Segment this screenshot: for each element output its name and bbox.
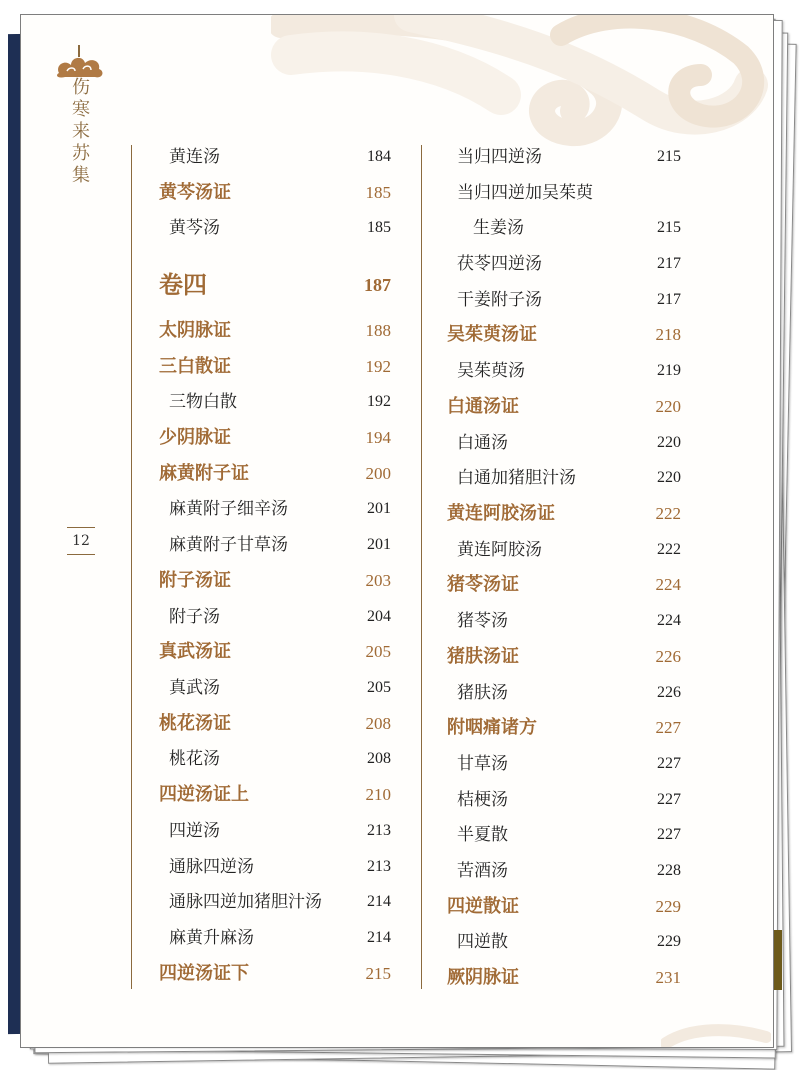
toc-entry-title: 猪肤汤证 [447, 646, 519, 667]
toc-heading-entry[interactable] [159, 780, 391, 810]
toc-entry-page: 226 [657, 684, 681, 701]
toc-heading-entry[interactable] [447, 392, 681, 422]
toc-entry-page: 224 [655, 575, 681, 594]
toc-entry-page: 227 [657, 826, 681, 843]
toc-entry-page: 227 [655, 718, 681, 737]
toc-entry[interactable] [447, 285, 681, 315]
toc-entry-page: 219 [657, 362, 681, 379]
toc-entry[interactable] [447, 606, 681, 636]
toc-entry-page: 213 [367, 858, 391, 875]
toc-entry-title: 白通汤 [457, 433, 508, 453]
toc-entry-page: 205 [367, 679, 391, 696]
toc-entry-page: 184 [367, 148, 391, 165]
toc-entry-page: 215 [657, 148, 681, 165]
toc-entry-title: 猪苓汤 [457, 611, 508, 631]
toc-entry-title: 白通加猪胆汁汤 [457, 468, 576, 488]
toc-entry-page: 200 [365, 464, 391, 483]
toc-entry-page: 222 [655, 504, 681, 523]
toc-entry-title: 厥阴脉证 [447, 967, 519, 988]
toc-entry-title: 真武汤证 [159, 641, 231, 662]
toc-entry-title: 桔梗汤 [457, 790, 508, 810]
toc-entry-page: 220 [655, 397, 681, 416]
toc-entry-page: 215 [365, 964, 391, 983]
toc-entry-page: 215 [657, 219, 681, 236]
page-number: 12 [72, 533, 90, 549]
toc-entry[interactable] [159, 213, 391, 243]
toc-entry-title: 桃花汤 [169, 749, 220, 769]
toc-entry[interactable] [159, 816, 391, 846]
toc-entry-page: 227 [657, 791, 681, 808]
toc-heading-entry[interactable] [159, 959, 391, 989]
toc-heading-entry[interactable] [447, 713, 681, 743]
toc-entry-title: 黄连阿胶汤 [457, 540, 542, 560]
toc-entry-page: 201 [367, 500, 391, 517]
toc-entry[interactable] [159, 673, 391, 703]
toc-entry-page: 231 [655, 968, 681, 987]
toc-entry-page: 201 [367, 536, 391, 553]
toc-entry[interactable] [447, 927, 681, 957]
toc-entry[interactable] [159, 852, 391, 882]
toc-entry-title: 三物白散 [169, 392, 237, 412]
toc-entry-page: 228 [657, 862, 681, 879]
toc-entry-page: 185 [367, 219, 391, 236]
toc-entry-page: 229 [655, 897, 681, 916]
toc-entry[interactable] [447, 678, 681, 708]
toc-entry-title: 当归四逆加吴茱萸 [457, 183, 593, 203]
right-column-rule [421, 145, 422, 989]
toc-heading-entry[interactable] [447, 963, 681, 993]
toc-entry-title: 麻黄附子细辛汤 [169, 499, 288, 519]
toc-entry-page: 208 [365, 714, 391, 733]
toc-heading-entry[interactable] [447, 499, 681, 529]
toc-entry-title: 三白散证 [159, 356, 231, 377]
toc-entry-page: 192 [365, 357, 391, 376]
page-number-block [67, 527, 95, 555]
toc-entry-title: 附子汤 [169, 607, 220, 627]
toc-heading-entry[interactable] [447, 570, 681, 600]
toc-entry-title: 麻黄附子甘草汤 [169, 535, 288, 555]
toc-entry-title: 真武汤 [169, 678, 220, 698]
toc-entry-title: 黄连汤 [169, 147, 220, 167]
toc-entry-page: 214 [367, 929, 391, 946]
toc-entry-page: 203 [365, 571, 391, 590]
toc-entry[interactable] [447, 785, 681, 815]
toc-heading-entry[interactable] [159, 423, 391, 453]
toc-heading-entry[interactable] [159, 316, 391, 346]
toc-entry[interactable] [159, 887, 391, 917]
toc-entry[interactable] [447, 356, 681, 386]
toc-heading-entry[interactable] [159, 637, 391, 667]
toc-entry[interactable] [447, 178, 681, 208]
toc-entry-page: 217 [657, 255, 681, 272]
toc-entry-title: 附咽痛诸方 [447, 717, 537, 738]
toc-entry-page: 224 [657, 612, 681, 629]
toc-entry[interactable] [447, 749, 681, 779]
toc-entry-title: 太阴脉证 [159, 320, 231, 341]
toc-heading-entry[interactable] [159, 178, 391, 208]
toc-entry[interactable] [447, 463, 681, 493]
toc-entry[interactable] [159, 387, 391, 417]
toc-entry[interactable] [447, 249, 681, 279]
toc-entry-title: 半夏散 [457, 825, 508, 845]
toc-entry[interactable] [447, 820, 681, 850]
toc-entry-title: 吴茱萸汤 [457, 361, 525, 381]
toc-entry-title: 干姜附子汤 [457, 290, 542, 310]
toc-entry-title: 四逆散 [457, 932, 508, 952]
page-number-bottom-rule [67, 554, 95, 555]
toc-heading-entry[interactable] [159, 352, 391, 382]
toc-entry-title: 附子汤证 [159, 570, 231, 591]
toc-entry-title: 白通汤证 [447, 396, 519, 417]
toc-entry-title: 当归四逆汤 [457, 147, 542, 167]
toc-entry-title: 麻黄升麻汤 [169, 928, 254, 948]
toc-entry[interactable] [159, 494, 391, 524]
toc-entry-title: 四逆汤 [169, 821, 220, 841]
toc-entry-page: 187 [364, 275, 391, 295]
toc-entry-page: 214 [367, 893, 391, 910]
toc-entry-page: 218 [655, 325, 681, 344]
toc-entry-page: 226 [655, 647, 681, 666]
toc-entry-title: 苦酒汤 [457, 861, 508, 881]
toc-heading-entry[interactable] [159, 566, 391, 596]
toc-entry[interactable] [447, 142, 681, 172]
toc-entry-title: 茯苓四逆汤 [457, 254, 542, 274]
toc-entry-page: 210 [365, 785, 391, 804]
toc-entry-page: 208 [367, 750, 391, 767]
toc-entry-title: 猪肤汤 [457, 683, 508, 703]
toc-heading-entry[interactable] [159, 270, 391, 300]
toc-entry-title: 黄芩汤 [169, 218, 220, 238]
toc-entry-title: 通脉四逆加猪胆汁汤 [169, 892, 322, 912]
left-column-rule [131, 145, 132, 989]
toc-entry[interactable] [447, 535, 681, 565]
toc-entry[interactable] [447, 856, 681, 886]
toc-entry-title: 黄连阿胶汤证 [447, 503, 555, 524]
toc-page [20, 14, 774, 1048]
toc-entry-title: 吴茱萸汤证 [447, 324, 537, 345]
toc-entry-page: 205 [365, 642, 391, 661]
toc-heading-entry[interactable] [159, 709, 391, 739]
cloud-pattern-corner [661, 1023, 771, 1047]
toc-entry[interactable] [159, 923, 391, 953]
toc-entry-title: 生姜汤 [473, 218, 524, 238]
toc-entry-title: 猪苓汤证 [447, 574, 519, 595]
toc-entry-page: 213 [367, 822, 391, 839]
book-title-vertical: 伤 寒 来 苏 集 [72, 77, 90, 186]
toc-entry-page: 220 [657, 469, 681, 486]
toc-heading-entry[interactable] [447, 642, 681, 672]
toc-heading-entry[interactable] [447, 892, 681, 922]
toc-entry[interactable] [159, 142, 391, 172]
toc-entry[interactable] [159, 602, 391, 632]
toc-entry[interactable] [159, 744, 391, 774]
toc-entry-page: 192 [367, 393, 391, 410]
toc-entry-title: 卷四 [159, 270, 207, 299]
toc-entry-page: 220 [657, 434, 681, 451]
toc-entry[interactable] [447, 213, 681, 243]
toc-entry-title: 通脉四逆汤 [169, 857, 254, 877]
toc-entry-title: 四逆汤证下 [159, 963, 249, 984]
toc-entry-title: 桃花汤证 [159, 713, 231, 734]
toc-entry-page: 227 [657, 755, 681, 772]
toc-heading-entry[interactable] [447, 320, 681, 350]
toc-entry-title: 甘草汤 [457, 754, 508, 774]
toc-entry-page: 188 [365, 321, 391, 340]
toc-entry-page: 229 [657, 933, 681, 950]
toc-entry-page: 217 [657, 291, 681, 308]
toc-entry-title: 少阴脉证 [159, 427, 231, 448]
toc-entry[interactable] [159, 530, 391, 560]
toc-entry-page: 222 [657, 541, 681, 558]
toc-entry-page: 185 [365, 183, 391, 202]
toc-heading-entry[interactable] [159, 459, 391, 489]
toc-entry[interactable] [447, 428, 681, 458]
toc-entry-page: 194 [365, 428, 391, 447]
toc-entry-title: 黄芩汤证 [159, 182, 231, 203]
toc-entry-page: 204 [367, 608, 391, 625]
toc-entry-title: 四逆散证 [447, 896, 519, 917]
toc-entry-title: 四逆汤证上 [159, 784, 249, 805]
toc-entry-title: 麻黄附子证 [159, 463, 249, 484]
